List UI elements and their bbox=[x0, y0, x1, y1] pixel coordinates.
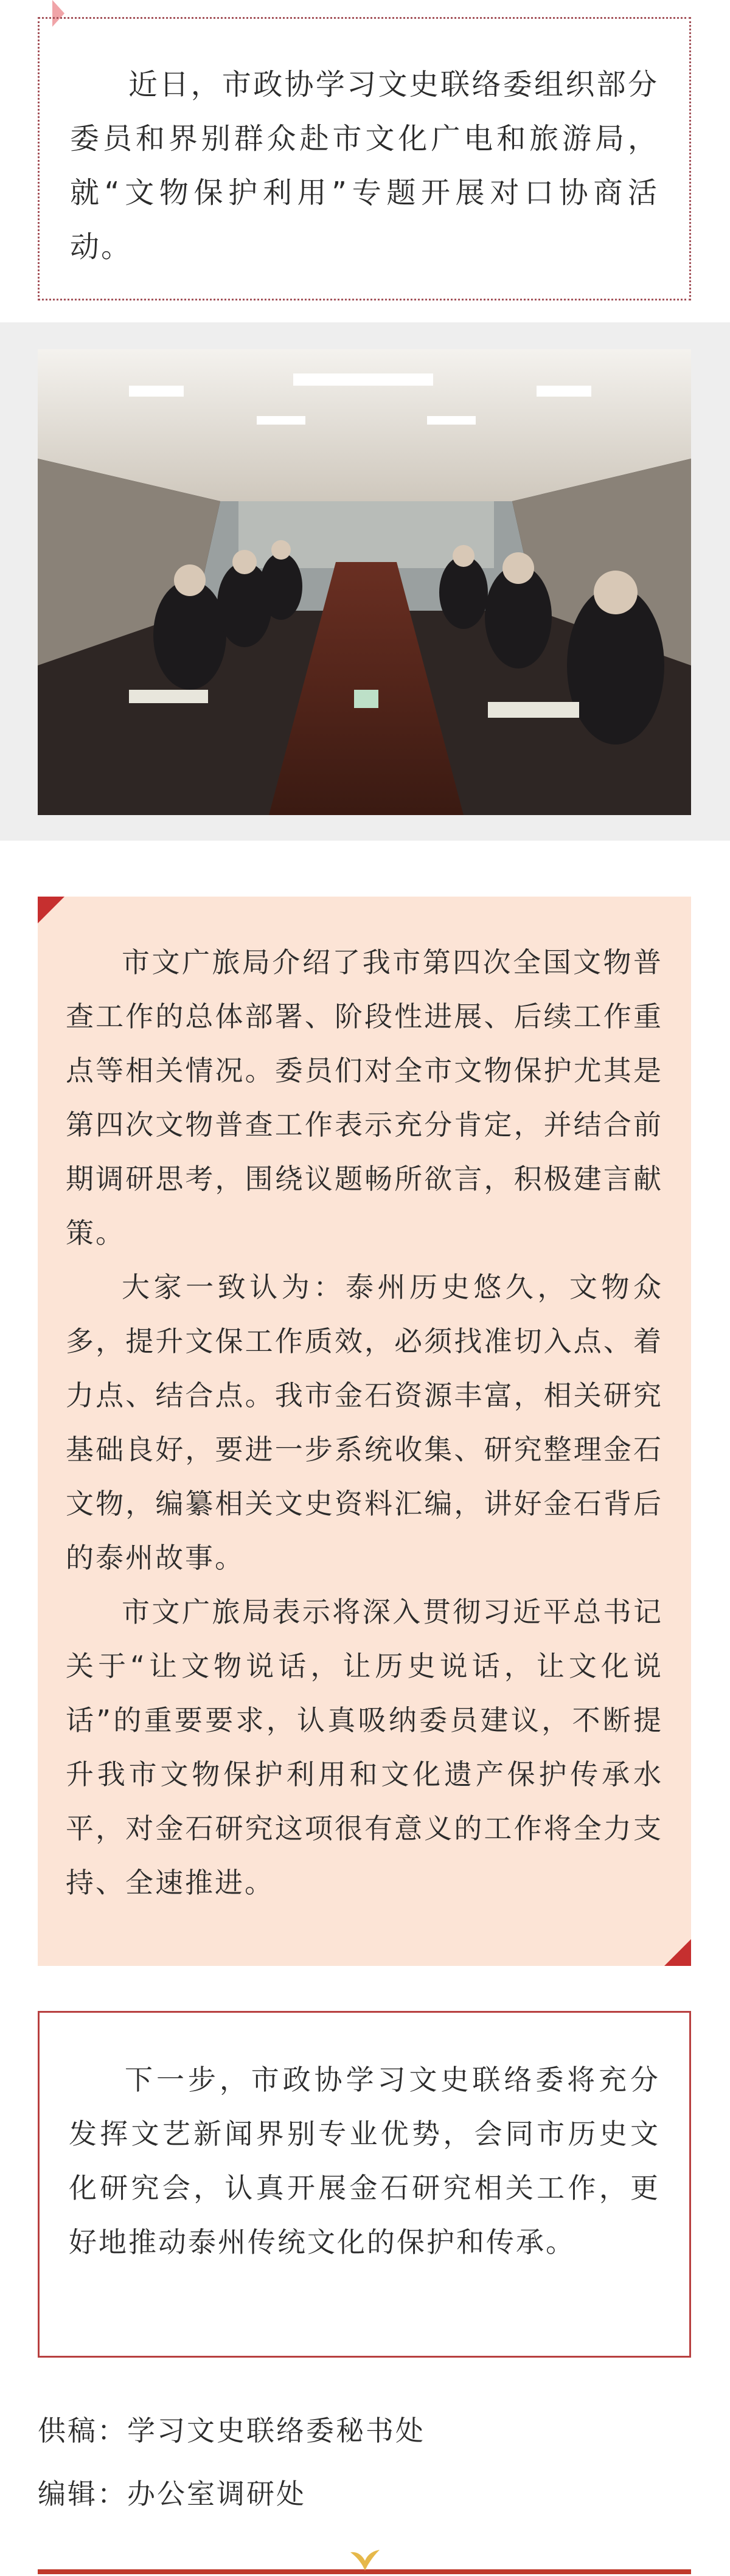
intro-box bbox=[38, 17, 691, 300]
intro-text: 近日，市政协学习文史联络委组织部分委员和界别群众赴市文化广电和旅游局，就“文物保护利用”专题开展对口协商活动。 bbox=[70, 68, 659, 264]
body-paragraph: 市文广旅局介绍了我市第四次全国文物普查工作的总体部署、阶段性进展、后续工作重点等相关情况。委员们对全市文物保护尤其是第四次文物普查工作表示充分肯定，并结合前期调研思考，围绕议题畅所欲言，积极建言献策。 bbox=[66, 946, 663, 1249]
photo-section bbox=[0, 322, 730, 841]
main-content-box bbox=[38, 897, 691, 1966]
corner-triangle-icon bbox=[38, 897, 64, 923]
body-paragraph: 市文广旅局表示将深入贯彻习近平总书记关于“让文物说话，让历史说话，让文化说话”的重要要求，认真吸纳委员建议，不断提升我市文物保护利用和文化遗产保护传承水平，对金石研究这项很有意义的工作将全力支持、全速推进。 bbox=[66, 1595, 663, 1899]
body-paragraph: 大家一致认为：泰州历史悠久，文物众多，提升文保工作质效，必须找准切入点、着力点、结合点。我市金石资源丰富，相关研究基础良好，要进一步系统收集、研究整理金石文物，编纂相关文史资料汇编，讲好金石背后的泰州故事。 bbox=[66, 1271, 663, 1574]
contributor-credit: 供稿：学习文史联络委秘书处 bbox=[38, 2414, 425, 2447]
meeting-photo-icon bbox=[38, 349, 691, 815]
bird-icon bbox=[349, 2547, 381, 2572]
corner-triangle-icon bbox=[664, 1939, 691, 1966]
credits bbox=[38, 2414, 425, 2540]
meeting-photo bbox=[38, 349, 691, 815]
next-step-text: 下一步，市政协学习文史联络委将充分发挥文艺新闻界别专业优势，会同市历史文化研究会，认真开展金石研究相关工作，更好地推动泰州传统文化的保护和传承。 bbox=[69, 2063, 660, 2258]
next-step-box bbox=[38, 2011, 691, 2358]
editor-credit: 编辑：办公室调研处 bbox=[38, 2477, 306, 2510]
